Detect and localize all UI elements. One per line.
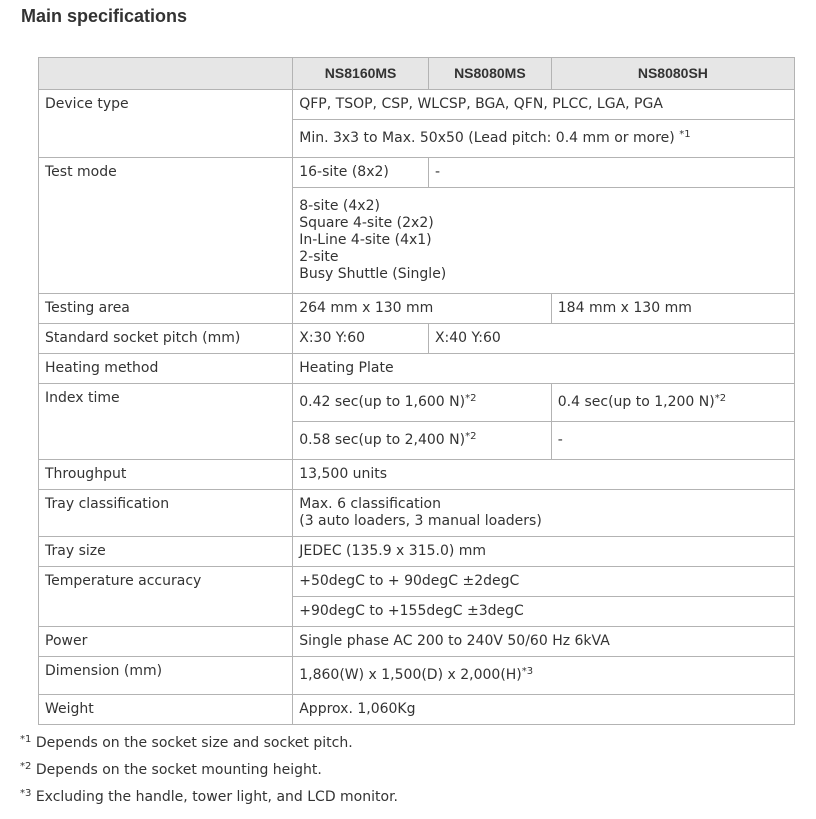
table-cell [293,120,795,158]
table-row [39,537,795,567]
table-row [39,657,795,695]
cell-text: Min. 3x3 to Max. 50x50 (Lead pitch: 0.4 mm or more) [299,130,680,146]
footnote-text: Excluding the handle, tower light, and LCD monitor. [31,789,398,805]
table-cell: Single phase AC 200 to 240V 50/60 Hz 6kVA [293,627,795,657]
table-row [39,90,795,120]
table-cell: - [551,422,794,460]
table-cell: - [428,158,794,188]
cell-line: Max. 6 classification [299,496,441,512]
table-cell [293,657,795,695]
spec-table [38,57,795,725]
footnote-mark: *1 [20,734,32,745]
row-label: Throughput [39,460,293,490]
cell-line: In-Line 4-site (4x1) [299,232,432,248]
footnote-mark: *1 [679,129,691,140]
table-cell [551,384,794,422]
table-row [39,695,795,725]
page-title: Main specifications [21,6,188,26]
table-row [39,460,795,490]
table-cell: Approx. 1,060Kg [293,695,795,725]
table-cell: QFP, TSOP, CSP, WLCSP, BGA, QFN, PLCC, LGA, PGA [293,90,795,120]
cell-line: Busy Shuttle (Single) [299,266,447,282]
row-label: Index time [39,384,293,460]
row-label: Standard socket pitch (mm) [39,324,293,354]
row-label: Tray classification [39,490,293,537]
table-row [39,490,795,537]
footnotes [20,735,398,816]
table-cell: +90degC to +155degC ±3degC [293,597,795,627]
cell-line: (3 auto loaders, 3 manual loaders) [299,513,542,529]
cell-text: 0.42 sec(up to 1,600 N) [299,394,466,410]
table-cell: 13,500 units [293,460,795,490]
row-label: Power [39,627,293,657]
table-cell [293,490,795,537]
row-label: Test mode [39,158,293,294]
table-cell: JEDEC (135.9 x 315.0) mm [293,537,795,567]
table-cell: 264 mm x 130 mm [293,294,552,324]
row-label: Heating method [39,354,293,384]
cell-text: 1,860(W) x 1,500(D) x 2,000(H) [299,667,522,683]
table-row [39,324,795,354]
footnote [20,762,398,779]
row-label: Device type [39,90,293,158]
footnote-mark: *3 [20,788,32,799]
table-row [39,384,795,422]
table-row [39,294,795,324]
cell-line: 2-site [299,249,339,265]
table-row [39,354,795,384]
footnote-mark: *2 [465,431,477,442]
row-label: Tray size [39,537,293,567]
table-cell [293,422,552,460]
table-cell [293,188,795,294]
cell-line: 8-site (4x2) [299,198,380,214]
footnote-mark: *3 [521,666,534,677]
header-blank [39,58,293,90]
table-header-row [39,58,795,90]
footnote-mark: *2 [714,393,727,404]
row-label: Weight [39,695,293,725]
footnote-mark: *2 [465,393,477,404]
table-row [39,567,795,597]
footnote-text: Depends on the socket mounting height. [31,762,322,778]
table-cell: 16-site (8x2) [293,158,429,188]
cell-line: Square 4-site (2x2) [299,215,434,231]
cell-text: 0.4 sec(up to 1,200 N) [557,394,715,410]
table-row [39,627,795,657]
table-cell: Heating Plate [293,354,795,384]
header-ns8080sh: NS8080SH [551,58,794,90]
cell-text: 0.58 sec(up to 2,400 N) [299,432,466,448]
table-cell: 184 mm x 130 mm [551,294,794,324]
footnote-mark: *2 [20,761,32,772]
row-label: Testing area [39,294,293,324]
table-cell: X:30 Y:60 [293,324,429,354]
table-row [39,158,795,188]
table-cell [293,384,552,422]
table-cell: +50degC to + 90degC ±2degC [293,567,795,597]
table-cell: X:40 Y:60 [428,324,794,354]
footnote [20,735,398,752]
row-label: Temperature accuracy [39,567,293,627]
row-label: Dimension (mm) [39,657,293,695]
header-ns8160ms: NS8160MS [293,58,429,90]
header-ns8080ms: NS8080MS [428,58,551,90]
footnote [20,789,398,806]
footnote-text: Depends on the socket size and socket pitch. [31,735,353,751]
